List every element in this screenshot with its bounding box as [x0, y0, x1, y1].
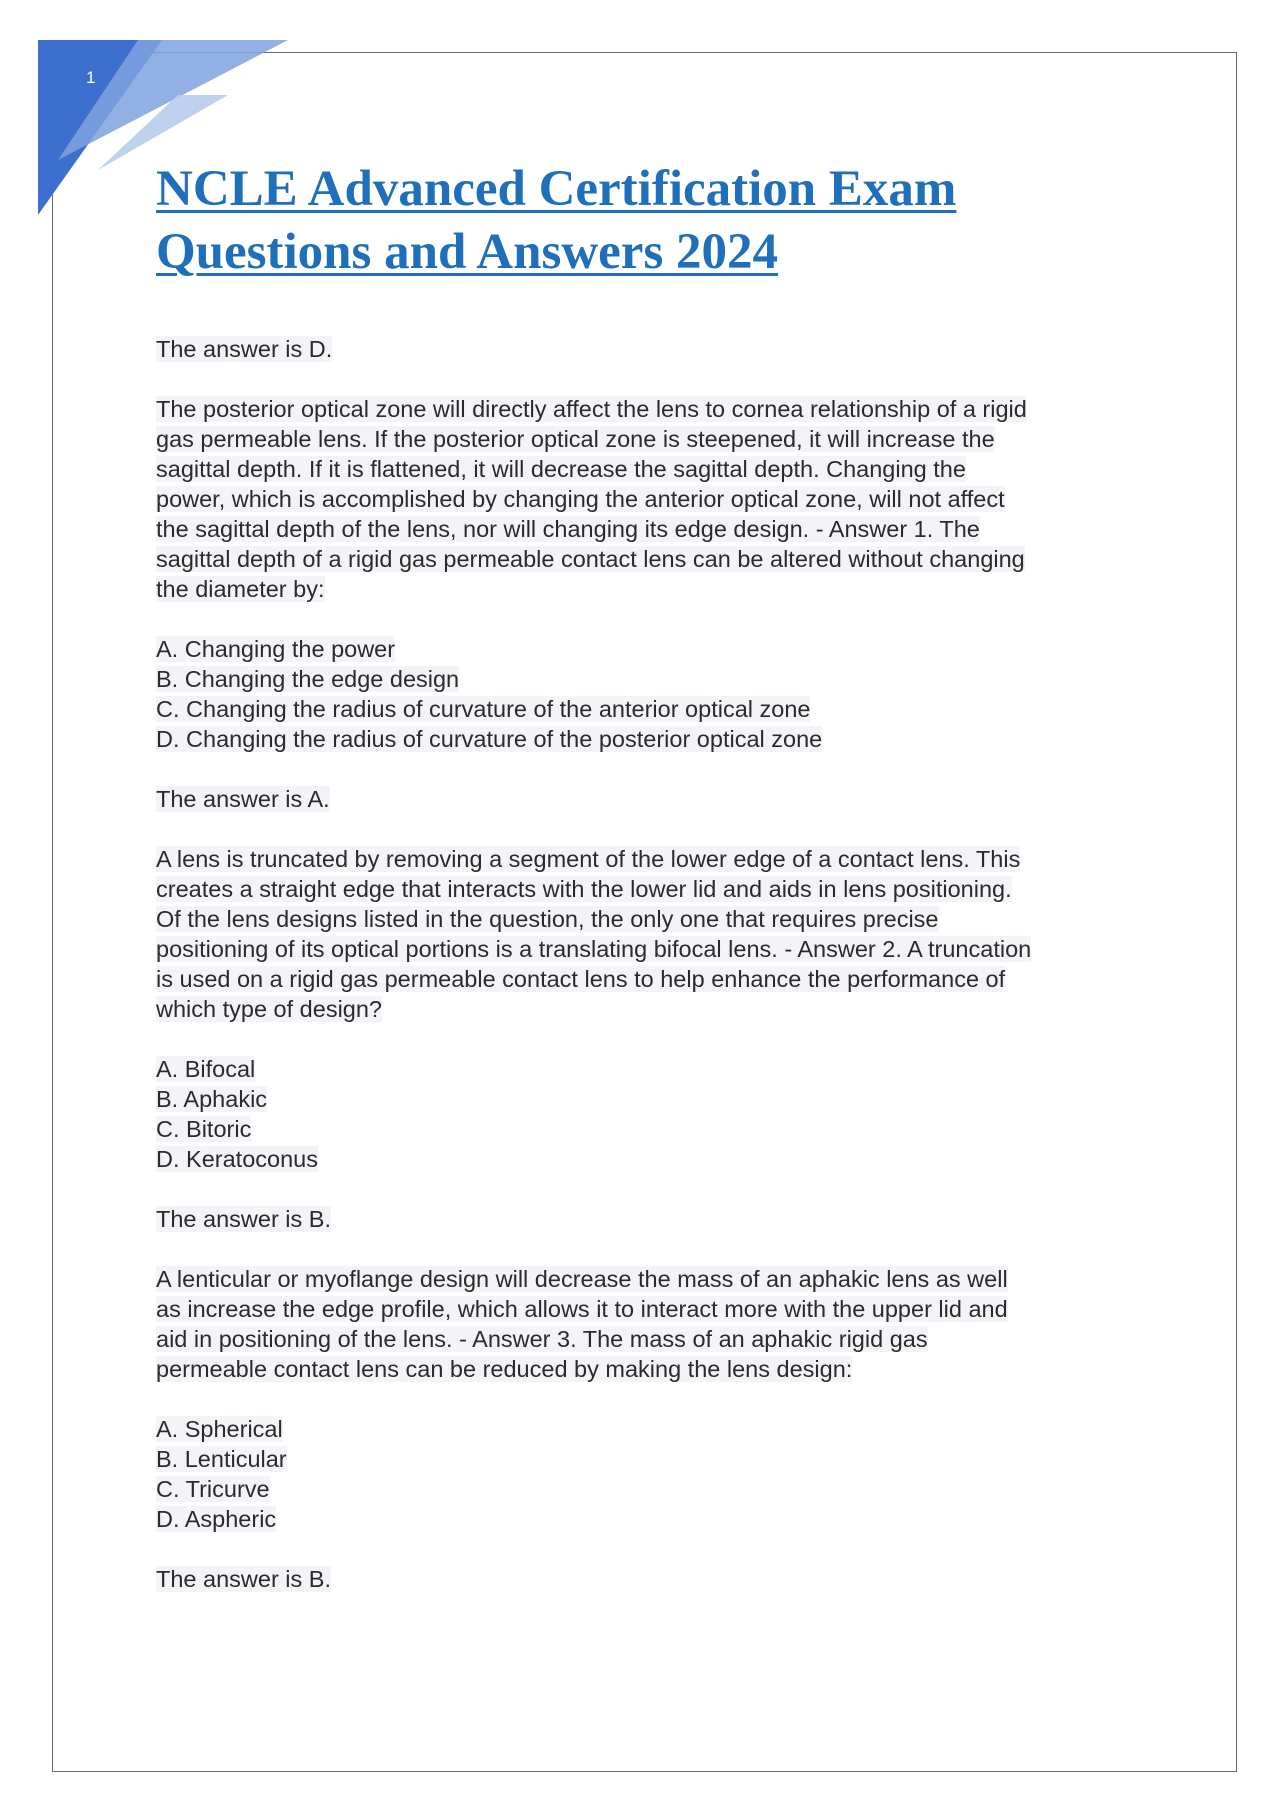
paragraph [156, 1054, 1156, 1174]
text-line [156, 454, 1156, 484]
title-line: NCLE Advanced Certification Exam [156, 161, 957, 217]
line-text: sagittal depth of a rigid gas permeable contact lens can be altered without changing [156, 546, 1025, 572]
text-line [156, 544, 1156, 574]
line-text: permeable contact lens can be reduced by making the lens design: [156, 1356, 853, 1382]
line-text: D. Keratoconus [156, 1146, 318, 1172]
line-text: A. Spherical [156, 1416, 283, 1442]
line-text: as increase the edge profile, which allows it to interact more with the upper lid and [156, 1296, 1008, 1322]
paragraph [156, 1264, 1156, 1384]
text-line [156, 1144, 1156, 1174]
text-line [156, 1474, 1156, 1504]
line-text: D. Changing the radius of curvature of the posterior optical zone [156, 726, 823, 752]
paragraph [156, 634, 1156, 754]
line-text: the diameter by: [156, 576, 325, 602]
line-text: positioning of its optical portions is a translating bifocal lens. - Answer 2. A truncation [156, 936, 1032, 962]
line-text: gas permeable lens. If the posterior optical zone is steepened, it will increase the [156, 426, 995, 452]
text-line [156, 1204, 1156, 1234]
text-line [156, 844, 1156, 874]
line-text: B. Changing the edge design [156, 666, 460, 692]
text-line [156, 574, 1156, 604]
text-line [156, 394, 1156, 424]
line-text: power, which is accomplished by changing the anterior optical zone, will not affect [156, 486, 1005, 512]
text-line [156, 874, 1156, 904]
paragraph [156, 394, 1156, 604]
line-text: C. Changing the radius of curvature of the anterior optical zone [156, 696, 811, 722]
line-text: The answer is B. [156, 1566, 332, 1592]
text-line [156, 424, 1156, 454]
paragraph [156, 784, 1156, 814]
line-text: The answer is D. [156, 336, 333, 362]
text-line [156, 1054, 1156, 1084]
text-line [156, 724, 1156, 754]
paragraph [156, 1204, 1156, 1234]
text-line [156, 1084, 1156, 1114]
text-line [156, 904, 1156, 934]
text-line [156, 694, 1156, 724]
paragraph [156, 334, 1156, 364]
line-text: sagittal depth. If it is flattened, it will decrease the sagittal depth. Changing the [156, 456, 966, 482]
line-text: aid in positioning of the lens. - Answer 3. The mass of an aphakic rigid gas [156, 1326, 928, 1352]
line-text: A lens is truncated by removing a segment of the lower edge of a contact lens. This [156, 846, 1021, 872]
text-line [156, 1504, 1156, 1534]
text-line [156, 634, 1156, 664]
line-text: C. Tricurve [156, 1476, 270, 1502]
text-line [156, 1444, 1156, 1474]
text-line [156, 334, 1156, 364]
text-line [156, 1414, 1156, 1444]
text-line [156, 784, 1156, 814]
page-number: 1 [86, 68, 96, 87]
document-body [156, 334, 1156, 1624]
line-text: The answer is A. [156, 786, 330, 812]
document-title [156, 158, 1176, 284]
text-line [156, 1264, 1156, 1294]
text-line [156, 964, 1156, 994]
text-line [156, 1354, 1156, 1384]
paragraph [156, 1414, 1156, 1534]
text-line [156, 934, 1156, 964]
text-line [156, 484, 1156, 514]
line-text: B. Aphakic [156, 1086, 268, 1112]
text-line [156, 1324, 1156, 1354]
line-text: Of the lens designs listed in the question, the only one that requires precise [156, 906, 939, 932]
paragraph [156, 1564, 1156, 1594]
text-line [156, 514, 1156, 544]
line-text: which type of design? [156, 996, 383, 1022]
line-text: D. Aspheric [156, 1506, 277, 1532]
line-text: is used on a rigid gas permeable contact lens to help enhance the performance of [156, 966, 1006, 992]
title-line: Questions and Answers 2024 [156, 224, 779, 280]
line-text: A. Changing the power [156, 636, 396, 662]
line-text: The posterior optical zone will directly affect the lens to cornea relationship of a rigid [156, 396, 1027, 422]
line-text: the sagittal depth of the lens, nor will changing its edge design. - Answer 1. The [156, 516, 980, 542]
line-text: B. Lenticular [156, 1446, 287, 1472]
line-text: A lenticular or myoflange design will decrease the mass of an aphakic lens as well [156, 1266, 1008, 1292]
text-line [156, 1114, 1156, 1144]
line-text: The answer is B. [156, 1206, 332, 1232]
text-line [156, 1294, 1156, 1324]
text-line [156, 994, 1156, 1024]
paragraph [156, 844, 1156, 1024]
text-line [156, 664, 1156, 694]
text-line [156, 1564, 1156, 1594]
line-text: A. Bifocal [156, 1056, 256, 1082]
line-text: creates a straight edge that interacts with the lower lid and aids in lens positioning. [156, 876, 1012, 902]
line-text: C. Bitoric [156, 1116, 252, 1142]
